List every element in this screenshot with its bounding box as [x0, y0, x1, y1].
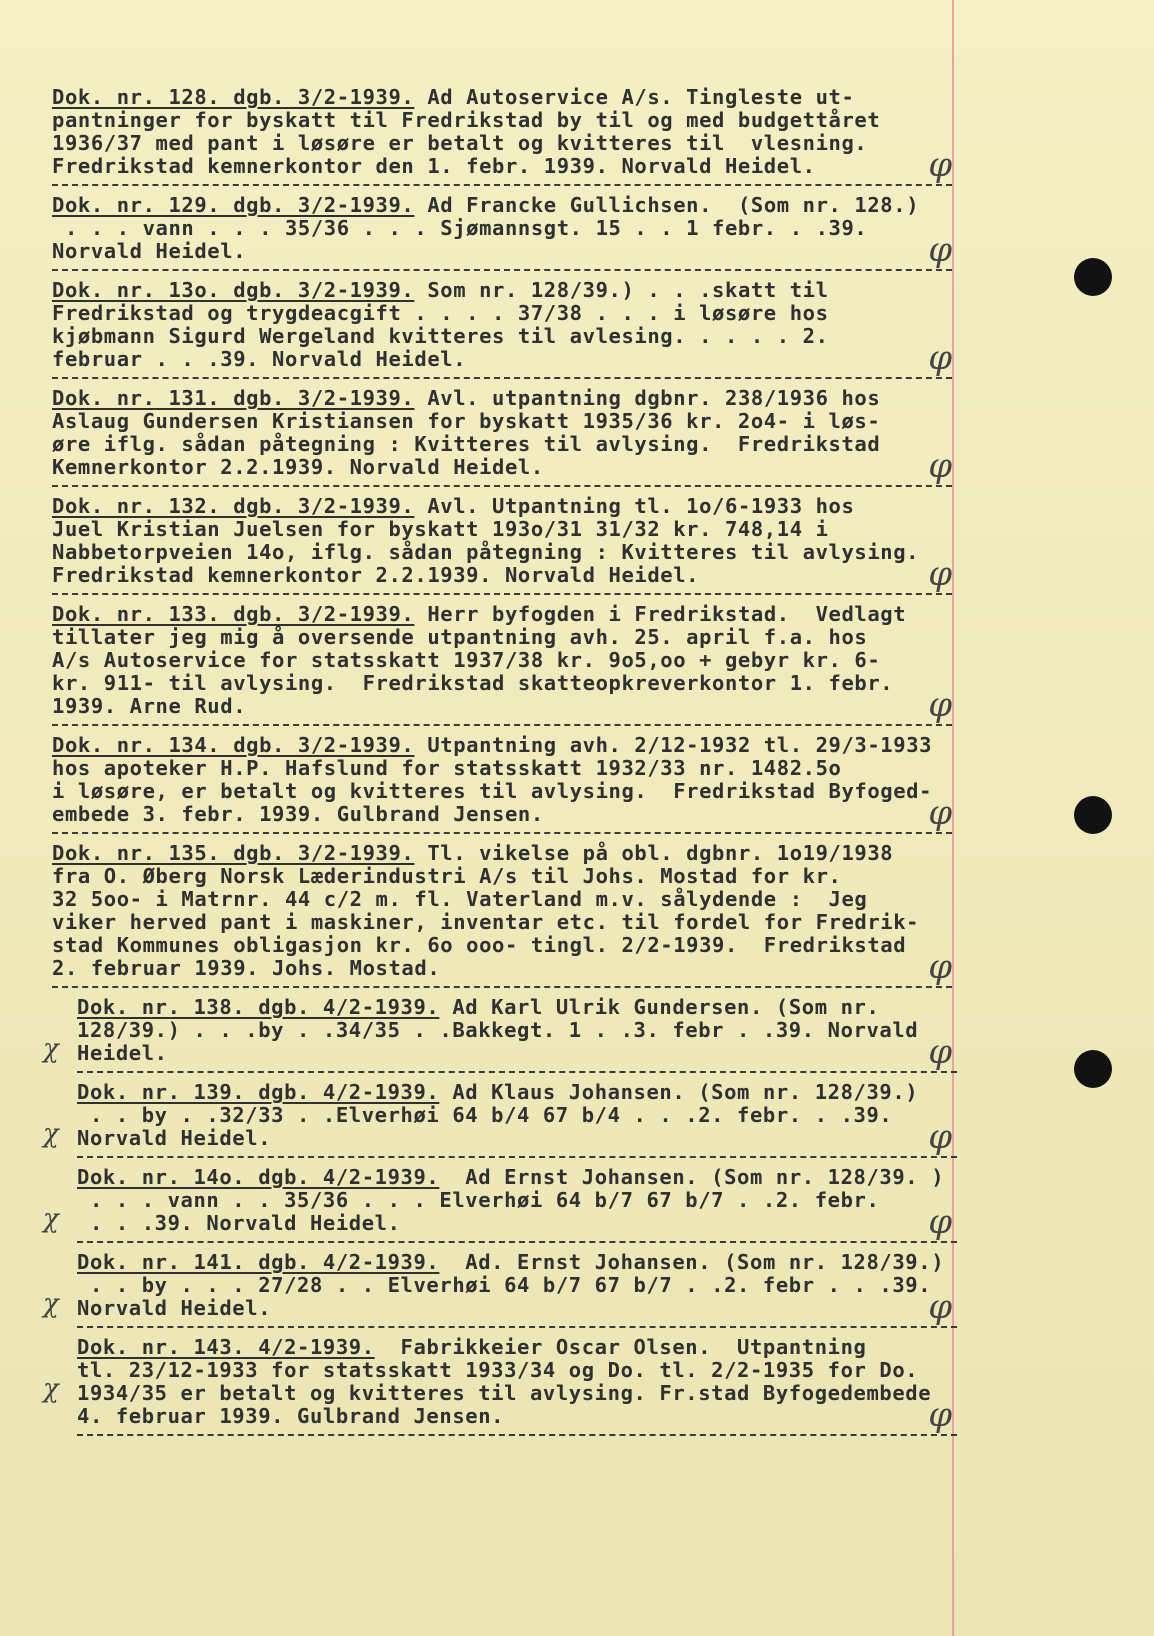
entry-heading: Dok. nr. 133. dgb. 3/2-1939.: [52, 602, 415, 626]
document-entry: [52, 387, 992, 487]
entry-heading-rest: Ad Ernst Johansen. (Som nr. 128/39. ): [439, 1165, 945, 1189]
entry-line: fra O. Øberg Norsk Læderindustri A/s til Johs. Mostad for kr.: [52, 864, 842, 888]
entry-heading-rest: Ad. Ernst Johansen. (Som nr. 128/39.): [439, 1250, 945, 1274]
handwritten-check-mark: φ: [928, 1117, 952, 1157]
entry-heading-rest: Avl. Utpantning tl. 1o/6-1933 hos: [414, 494, 855, 518]
entry-line: 2. februar 1939. Johs. Mostad.: [52, 956, 441, 980]
entry-heading: Dok. nr. 134. dgb. 3/2-1939.: [52, 733, 415, 757]
entry-line: pantninger for byskatt til Fredrikstad by til og med budgettåret: [52, 108, 881, 132]
entry-first-line: [77, 1081, 992, 1104]
entry-line: Fredrikstad kemnerkontor den 1. febr. 1939. Norvald Heidel.: [52, 154, 816, 178]
entry-first-line: [52, 495, 992, 518]
entry-line: kr. 911- til avlysing. Fredrikstad skatteopkreverkontor 1. febr.: [52, 671, 894, 695]
dashed-separator: [52, 485, 952, 487]
entry-first-line: [52, 279, 992, 302]
entry-line: Aslaug Gundersen Kristiansen for byskatt 1935/36 kr. 2o4- i løs-: [52, 409, 881, 433]
entry-first-line: [77, 1336, 992, 1359]
entry-heading: Dok. nr. 138. dgb. 4/2-1939.: [77, 995, 440, 1019]
entry-line: Fredrikstad og trygdeacgift . . . . 37/38 . . . i løsøre hos: [52, 301, 829, 325]
dashed-separator: [77, 1071, 957, 1073]
document-entry: [43, 1335, 992, 1436]
entry-heading-rest: Ad Klaus Johansen. (Som nr. 128/39.): [439, 1080, 919, 1104]
entry-heading: Dok. nr. 132. dgb. 3/2-1939.: [52, 494, 415, 518]
handwritten-check-mark: φ: [928, 230, 952, 270]
entry-line: Norvald Heidel.: [77, 1126, 272, 1150]
document-entry: [52, 603, 992, 726]
handwritten-check-mark: φ: [928, 446, 952, 486]
handwritten-check-mark: φ: [928, 947, 952, 987]
dashed-separator: [52, 724, 952, 726]
handwritten-margin-mark: χ: [43, 1289, 59, 1319]
entry-heading-rest: Utpantning avh. 2/12-1932 tl. 29/3-1933: [414, 733, 933, 757]
dashed-separator: [52, 986, 952, 988]
handwritten-check-mark: φ: [928, 1032, 952, 1072]
entry-heading: Dok. nr. 143. 4/2-1939.: [77, 1335, 375, 1359]
entry-line: hos apoteker H.P. Hafslund for statsskatt 1932/33 nr. 1482.5o: [52, 756, 842, 780]
entry-line: 1934/35 er betalt og kvitteres til avlysing. Fr.stad Byfogedembede: [77, 1381, 932, 1405]
entry-heading: Dok. nr. 13o. dgb. 3/2-1939.: [52, 278, 415, 302]
dashed-separator: [77, 1156, 957, 1158]
entry-heading-rest: Ad Autoservice A/s. Tingleste ut-: [414, 85, 855, 109]
document-entry: [52, 495, 992, 595]
entry-heading-rest: Herr byfogden i Fredrikstad. Vedlagt: [414, 602, 907, 626]
dashed-separator: [52, 184, 952, 186]
entry-list: [43, 85, 992, 1444]
entry-line: 32 5oo- i Matrnr. 44 c/2 m. fl. Vaterland m.v. sålydende : Jeg: [52, 887, 868, 911]
entry-line: kjøbmann Sigurd Wergeland kvitteres til avlesing. . . . . 2.: [52, 324, 829, 348]
entry-line: tl. 23/12-1933 for statsskatt 1933/34 og Do. tl. 2/2-1935 for Do.: [77, 1358, 919, 1382]
handwritten-margin-mark: χ: [43, 1119, 59, 1149]
entry-heading-rest: Som nr. 128/39.) . . .skatt til: [414, 278, 829, 302]
entry-heading: Dok. nr. 129. dgb. 3/2-1939.: [52, 193, 415, 217]
document-entry: [43, 1250, 992, 1328]
document-entry: [52, 86, 992, 186]
entry-line: . . . vann . . . 35/36 . . . Sjømannsgt. 15 . . 1 febr. . .39.: [52, 216, 868, 240]
entry-first-line: [52, 842, 992, 865]
punch-hole: [1074, 258, 1112, 296]
entry-first-line: [77, 1251, 992, 1274]
document-entry: [43, 1080, 992, 1158]
entry-line: Fredrikstad kemnerkontor 2.2.1939. Norvald Heidel.: [52, 563, 700, 587]
entry-line: viker herved pant i maskiner, inventar etc. til fordel for Fredrik-: [52, 910, 920, 934]
entry-line: 4. februar 1939. Gulbrand Jensen.: [77, 1404, 505, 1428]
entry-heading-rest: Fabrikkeier Oscar Olsen. Utpantning: [374, 1335, 867, 1359]
handwritten-margin-mark: χ: [43, 1374, 59, 1404]
entry-heading-rest: Ad Francke Gullichsen. (Som nr. 128.): [414, 193, 920, 217]
document-entry: [52, 279, 992, 379]
handwritten-margin-mark: χ: [43, 1034, 59, 1064]
entry-line: stad Kommunes obligasjon kr. 6o ooo- tingl. 2/2-1939. Fredrikstad: [52, 933, 907, 957]
document-entry: [52, 842, 992, 988]
punch-hole: [1074, 1050, 1112, 1088]
entry-line: Norvald Heidel.: [52, 239, 247, 263]
handwritten-check-mark: φ: [928, 685, 952, 725]
document-entry: [52, 734, 992, 834]
document-entry: [43, 1165, 992, 1243]
dashed-separator: [52, 832, 952, 834]
entry-line: tillater jeg mig å oversende utpantning avh. 25. april f.a. hos: [52, 625, 868, 649]
entry-first-line: [77, 1166, 992, 1189]
entry-line: A/s Autoservice for statsskatt 1937/38 kr. 9o5,oo + gebyr kr. 6-: [52, 648, 881, 672]
entry-first-line: [52, 86, 992, 109]
dashed-separator: [52, 269, 952, 271]
document-entry: [52, 194, 992, 271]
entry-line: Norvald Heidel.: [77, 1296, 272, 1320]
entry-line: i løsøre, er betalt og kvitteres til avlysing. Fredrikstad Byfoged-: [52, 779, 933, 803]
handwritten-check-mark: φ: [928, 1287, 952, 1327]
entry-heading: Dok. nr. 135. dgb. 3/2-1939.: [52, 841, 415, 865]
entry-line: . . .39. Norvald Heidel.: [77, 1211, 401, 1235]
entry-line: Nabbetorpveien 14o, iflg. sådan påtegning : Kvitteres til avlysing.: [52, 540, 920, 564]
entry-line: Heidel.: [77, 1041, 168, 1065]
punch-hole: [1074, 796, 1112, 834]
dashed-separator: [77, 1326, 957, 1328]
entry-line: embede 3. febr. 1939. Gulbrand Jensen.: [52, 802, 544, 826]
entry-first-line: [52, 194, 992, 217]
handwritten-check-mark: φ: [928, 554, 952, 594]
entry-line: . . by . .32/33 . .Elverhøi 64 b/4 67 b/4 . . .2. febr. . .39.: [77, 1103, 893, 1127]
entry-line: 1939. Arne Rud.: [52, 694, 247, 718]
entry-line: 128/39.) . . .by . .34/35 . .Bakkegt. 1 . .3. febr . .39. Norvald: [77, 1018, 919, 1042]
entry-first-line: [77, 996, 992, 1019]
entry-heading-rest: Tl. vikelse på obl. dgbnr. 1o19/1938: [414, 841, 894, 865]
entry-line: 1936/37 med pant i løsøre er betalt og kvitteres til vlesning.: [52, 131, 868, 155]
document-entry: [43, 995, 992, 1073]
entry-line: . . by . . . 27/28 . . Elverhøi 64 b/7 67 b/7 . .2. febr . . .39.: [77, 1273, 932, 1297]
entry-line: øre iflg. sådan påtegning : Kvitteres til avlysing. Fredrikstad: [52, 432, 881, 456]
entry-heading: Dok. nr. 139. dgb. 4/2-1939.: [77, 1080, 440, 1104]
entry-heading: Dok. nr. 131. dgb. 3/2-1939.: [52, 386, 415, 410]
entry-first-line: [52, 603, 992, 626]
handwritten-check-mark: φ: [928, 1395, 952, 1435]
entry-line: Juel Kristian Juelsen for byskatt 193o/31 31/32 kr. 748,14 i: [52, 517, 829, 541]
entry-heading-rest: Avl. utpantning dgbnr. 238/1936 hos: [414, 386, 881, 410]
handwritten-check-mark: φ: [928, 145, 952, 185]
entry-heading-rest: Ad Karl Ulrik Gundersen. (Som nr.: [439, 995, 880, 1019]
entry-heading: Dok. nr. 128. dgb. 3/2-1939.: [52, 85, 415, 109]
entry-first-line: [52, 734, 992, 757]
handwritten-check-mark: φ: [928, 1202, 952, 1242]
entry-line: . . . vann . . 35/36 . . . Elverhøi 64 b/7 67 b/7 . .2. febr.: [77, 1188, 880, 1212]
dashed-separator: [52, 593, 952, 595]
entry-heading: Dok. nr. 141. dgb. 4/2-1939.: [77, 1250, 440, 1274]
handwritten-check-mark: φ: [928, 338, 952, 378]
entry-line: Kemnerkontor 2.2.1939. Norvald Heidel.: [52, 455, 544, 479]
dashed-separator: [77, 1241, 957, 1243]
dashed-separator: [77, 1434, 957, 1436]
entry-first-line: [52, 387, 992, 410]
handwritten-margin-mark: χ: [43, 1204, 59, 1234]
entry-heading: Dok. nr. 14o. dgb. 4/2-1939.: [77, 1165, 440, 1189]
entry-line: februar . . .39. Norvald Heidel.: [52, 347, 467, 371]
handwritten-check-mark: φ: [928, 793, 952, 833]
dashed-separator: [52, 377, 952, 379]
